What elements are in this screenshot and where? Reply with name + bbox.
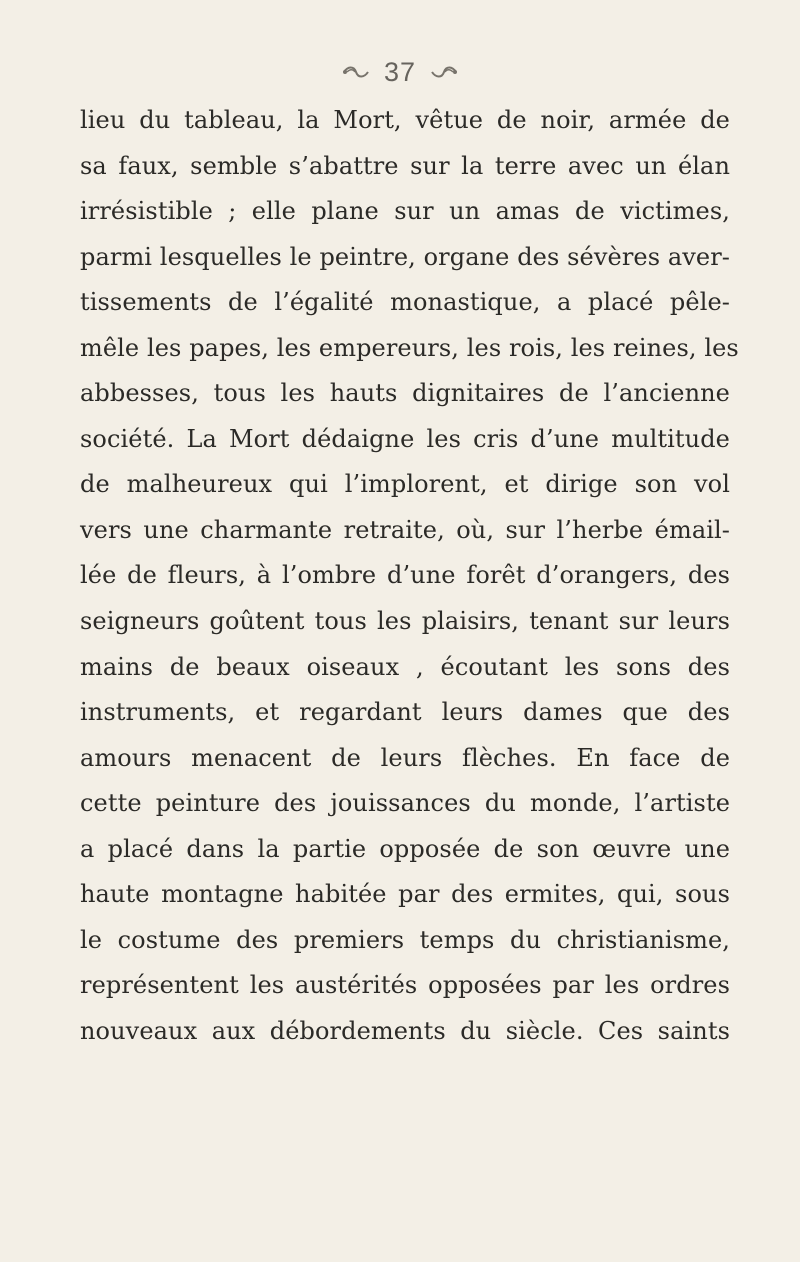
text-line: vers une charmante retraite, où, sur l’herbe émail- xyxy=(80,515,730,544)
text-line: instruments, et regardant leurs dames que des xyxy=(80,698,730,727)
body-text xyxy=(80,98,739,1054)
text-line: parmi lesquelles le peintre, organe des sévères aver- xyxy=(80,242,730,271)
text-line: amours menacent de leurs flèches. En face de xyxy=(80,743,730,772)
text-line: représentent les austérités opposées par les ordres xyxy=(80,971,730,1000)
text-line: tissements de l’égalité monastique, a placé pêle- xyxy=(80,288,730,317)
page-header xyxy=(0,52,800,92)
text-line: lée de fleurs, à l’ombre d’une forêt d’orangers, des xyxy=(80,561,730,590)
right-ornament-svg xyxy=(430,64,458,80)
page-number: 37 xyxy=(383,56,417,87)
left-scroll-ornament-icon xyxy=(342,64,370,80)
text-line: seigneurs goûtent tous les plaisirs, tenant sur leurs xyxy=(80,607,730,636)
left-ornament-svg xyxy=(342,64,370,80)
text-line: société. La Mort dédaigne les cris d’une multitude xyxy=(80,424,730,453)
text-line: sa faux, semble s’abattre sur la terre avec un élan xyxy=(80,151,730,180)
text-line: lieu du tableau, la Mort, vêtue de noir, armée de xyxy=(80,106,730,134)
text-line: haute montagne habitée par des ermites, qui, sous xyxy=(80,880,730,909)
right-scroll-ornament-icon xyxy=(430,64,458,80)
text-line: a placé dans la partie opposée de son œuvre une xyxy=(80,834,730,863)
text-line: mains de beaux oiseaux , écoutant les sons des xyxy=(80,652,730,681)
text-line: cette peinture des jouissances du monde, l’artiste xyxy=(80,789,730,818)
text-line: nouveaux aux débordements du siècle. Ces saints xyxy=(80,1016,730,1045)
text-line: le costume des premiers temps du christianisme, xyxy=(80,925,730,954)
text-line: mêle les papes, les empereurs, les rois, les reines, les xyxy=(80,333,739,362)
text-line: irrésistible ; elle plane sur un amas de victimes, xyxy=(80,197,730,226)
text-line: de malheureux qui l’implorent, et dirige son vol xyxy=(80,470,730,499)
text-line: abbesses, tous les hauts dignitaires de l’ancienne xyxy=(80,379,730,408)
